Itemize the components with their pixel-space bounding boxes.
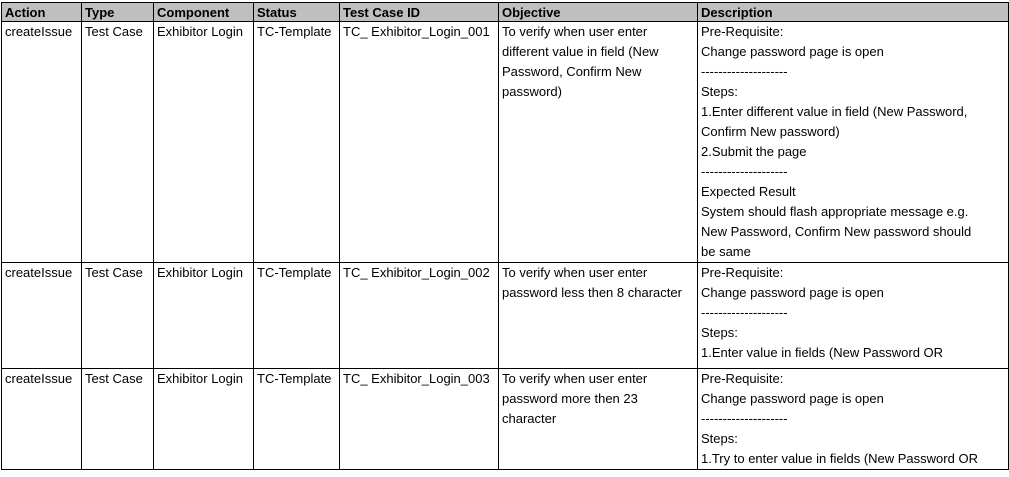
description-line: -------------------- bbox=[701, 164, 788, 179]
header-action: Action bbox=[2, 3, 82, 22]
cell-status: TC-Template bbox=[254, 263, 340, 369]
cell-objective: To verify when user enter password more then 23 character bbox=[499, 369, 698, 470]
table-row bbox=[2, 369, 1009, 470]
cell-component: Exhibitor Login bbox=[154, 263, 254, 369]
cell-action: createIssue bbox=[2, 369, 82, 470]
cell-type: Test Case bbox=[82, 263, 154, 369]
cell-test-case-id: TC_ Exhibitor_Login_003 bbox=[340, 369, 499, 470]
cell-test-case-id: TC_ Exhibitor_Login_001 bbox=[340, 22, 499, 263]
description-line: Change password page is open bbox=[701, 391, 884, 406]
description-line: Pre-Requisite: bbox=[701, 24, 784, 39]
table-row bbox=[2, 263, 1009, 369]
description-line: System should flash appropriate message e.g. bbox=[701, 204, 969, 219]
header-description: Description bbox=[698, 3, 1009, 22]
cell-action: createIssue bbox=[2, 263, 82, 369]
description-line: 1.Enter different value in field (New Password, bbox=[701, 104, 968, 119]
cell-status: TC-Template bbox=[254, 369, 340, 470]
header-component: Component bbox=[154, 3, 254, 22]
description-line: Pre-Requisite: bbox=[701, 265, 784, 280]
cell-type: Test Case bbox=[82, 369, 154, 470]
test-case-table bbox=[1, 2, 1009, 470]
description-line: Steps: bbox=[701, 431, 738, 446]
description-line: -------------------- bbox=[701, 64, 788, 79]
cell-objective: To verify when user enter password less then 8 character bbox=[499, 263, 698, 369]
description-line: 1.Enter value in fields (New Password OR bbox=[701, 345, 944, 360]
cell-description bbox=[698, 263, 1009, 369]
cell-test-case-id: TC_ Exhibitor_Login_002 bbox=[340, 263, 499, 369]
description-line: 2.Submit the page bbox=[701, 144, 807, 159]
table-row bbox=[2, 22, 1009, 263]
description-line: Confirm New password) bbox=[701, 124, 840, 139]
header-objective: Objective bbox=[499, 3, 698, 22]
description-line: Pre-Requisite: bbox=[701, 371, 784, 386]
cell-objective: To verify when user enter different value in field (New Password, Confirm New password) bbox=[499, 22, 698, 263]
description-line: 1.Try to enter value in fields (New Password OR bbox=[701, 451, 978, 466]
cell-component: Exhibitor Login bbox=[154, 22, 254, 263]
cell-description bbox=[698, 22, 1009, 263]
description-line: -------------------- bbox=[701, 305, 788, 320]
description-line: be same bbox=[701, 244, 751, 259]
header-test-case-id: Test Case ID bbox=[340, 3, 499, 22]
description-line: -------------------- bbox=[701, 411, 788, 426]
cell-status: TC-Template bbox=[254, 22, 340, 263]
description-line: Steps: bbox=[701, 325, 738, 340]
header-row bbox=[2, 3, 1009, 22]
description-line: New Password, Confirm New password should bbox=[701, 224, 972, 239]
cell-component: Exhibitor Login bbox=[154, 369, 254, 470]
cell-type: Test Case bbox=[82, 22, 154, 263]
description-line: Change password page is open bbox=[701, 44, 884, 59]
cell-action: createIssue bbox=[2, 22, 82, 263]
description-line: Steps: bbox=[701, 84, 738, 99]
description-line: Expected Result bbox=[701, 184, 796, 199]
header-type: Type bbox=[82, 3, 154, 22]
description-line: Change password page is open bbox=[701, 285, 884, 300]
header-status: Status bbox=[254, 3, 340, 22]
cell-description bbox=[698, 369, 1009, 470]
